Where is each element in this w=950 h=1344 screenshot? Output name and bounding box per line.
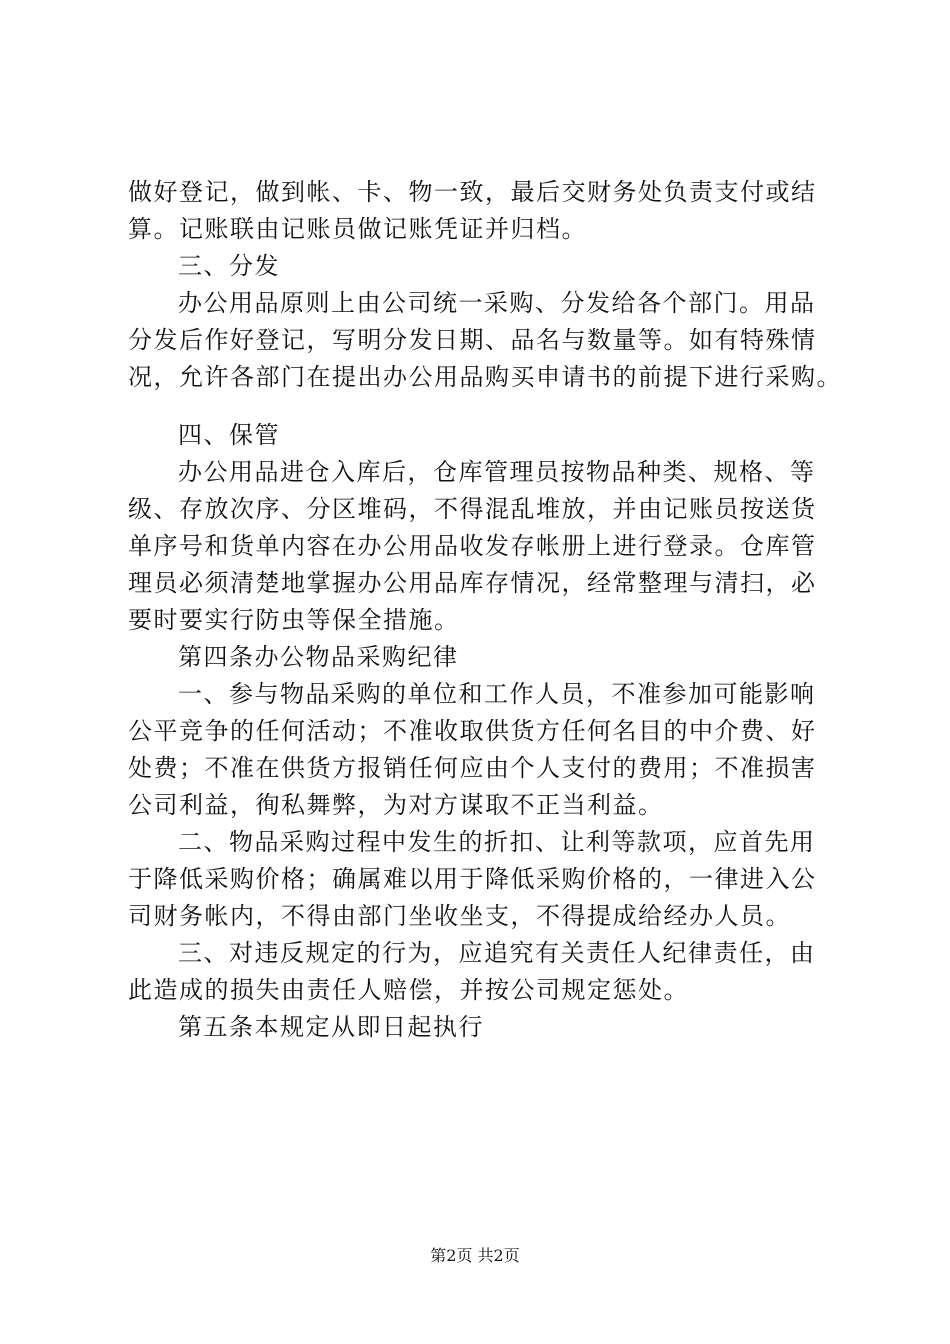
text-line: 此造成的损失由责任人赔偿，并按公司规定惩处。 — [128, 976, 689, 1004]
text-line: 一、参与物品采购的单位和工作人员，不准参加可能影响 — [178, 680, 816, 708]
text-line: 公司利益，徇私舞弊，为对方谋取不正当利益。 — [128, 791, 664, 819]
text-line: 处费；不准在供货方报销任何应由个人支付的费用；不准损害 — [128, 754, 817, 782]
section-heading: 四、保管 — [178, 421, 280, 449]
text-line: 要时要实行防虫等保全措施。 — [128, 606, 460, 634]
text-line: 办公用品原则上由公司统一采购、分发给各个部门。用品 — [178, 289, 816, 317]
text-line: 二、物品采购过程中发生的折扣、让利等款项，应首先用 — [178, 828, 816, 856]
text-line: 理员必须清楚地掌握办公用品库存情况，经常整理与清扫，必 — [128, 569, 817, 597]
text-line: 单序号和货单内容在办公用品收发存帐册上进行登录。仓库管 — [128, 532, 817, 560]
page-number-footer: 第2页 共2页 — [430, 1246, 520, 1265]
text-line: 分发后作好登记，写明分发日期、品名与数量等。如有特殊情 — [128, 326, 817, 354]
article-heading: 第四条办公物品采购纪律 — [178, 643, 459, 671]
text-line: 公平竞争的任何活动；不准收取供货方任何名目的中介费、好 — [128, 717, 817, 745]
text-line: 算。记账联由记账员做记账凭证并归档。 — [128, 215, 587, 243]
document-body — [128, 174, 840, 1046]
text-line: 司财务帐内，不得由部门坐收坐支，不得提成给经办人员。 — [128, 902, 791, 930]
section-heading: 三、分发 — [178, 252, 280, 280]
text-line: 级、存放次序、分区堆码，不得混乱堆放，并由记账员按送货 — [128, 495, 817, 523]
text-line: 况，允许各部门在提出办公用品购买申请书的前提下进行采购。 — [128, 363, 842, 391]
text-line: 于降低采购价格；确属难以用于降低采购价格的，一律进入公 — [128, 865, 817, 893]
article-heading: 第五条本规定从即日起执行 — [178, 1013, 484, 1041]
text-line: 三、对违反规定的行为，应追究有关责任人纪律责任，由 — [178, 939, 816, 967]
blank-line — [128, 396, 840, 417]
text-line: 办公用品进仓入库后，仓库管理员按物品种类、规格、等 — [178, 458, 816, 486]
text-line: 做好登记，做到帐、卡、物一致，最后交财务处负责支付或结 — [128, 178, 817, 206]
